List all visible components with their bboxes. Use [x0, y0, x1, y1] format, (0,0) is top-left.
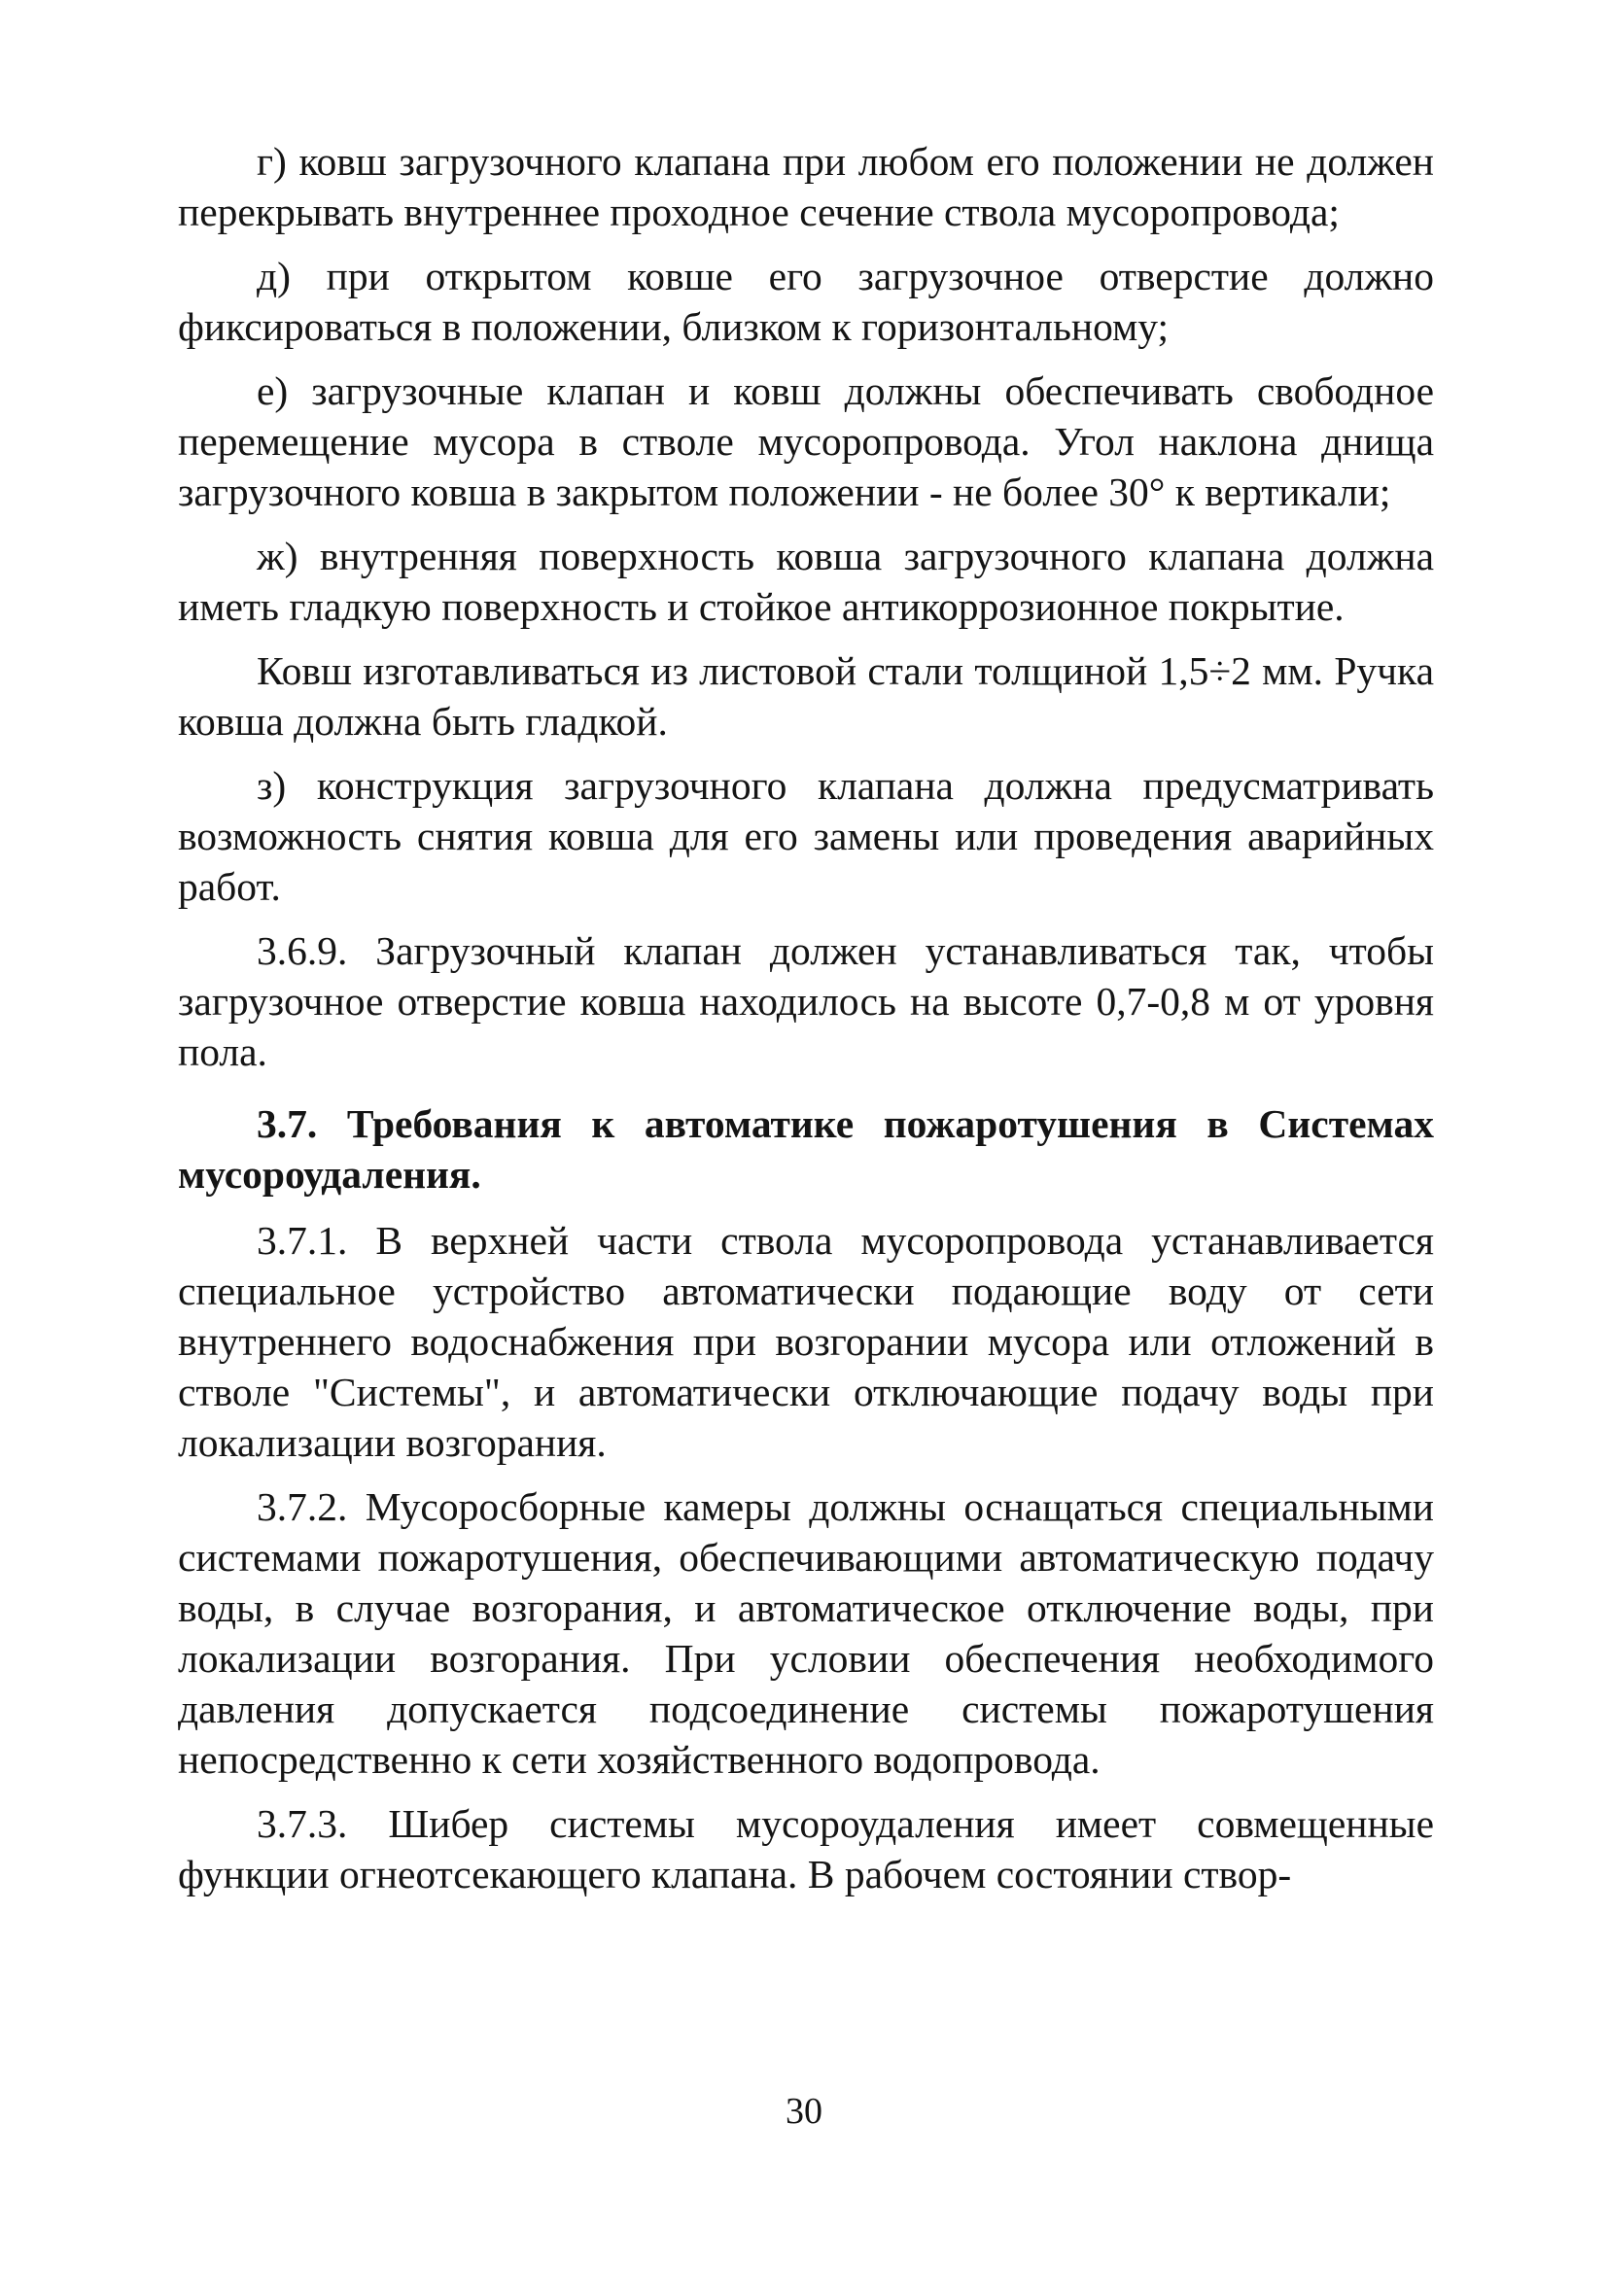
paragraph-item-d: д) при открытом ковше его загрузочное отверстие должно фиксироваться в положении, близком к горизонтальному;: [178, 254, 1434, 349]
paragraph-item-z: з) конструкция загрузочного клапана должна предусматривать возможность снятия ковша для его замены или проведения аварийных работ.: [178, 763, 1434, 909]
paragraph-bucket-material: Ковш изготавливаться из листовой стали толщиной 1,5÷2 мм. Ручка ковша должна быть гладкой.: [178, 648, 1434, 744]
paragraph-clause-3-6-9: 3.6.9. Загрузочный клапан должен устанавливаться так, чтобы загрузочное отверстие ковша находилось на высоте 0,7-0,8 м от уровня пола.: [178, 928, 1434, 1074]
paragraph-clause-3-7-2: 3.7.2. Мусоросборные камеры должны оснащаться специальными системами пожаротушения, обеспечивающими автоматическую подачу воды, в случае возгорания, и автоматическое отключение воды, при локализации возгорания. При условии обеспечения необходимого давления допускается подсоединение системы пожаротушения непосредственно к сети хозяйственного водопровода.: [178, 1484, 1434, 1782]
paragraph-item-e: е) загрузочные клапан и ковш должны обеспечивать свободное перемещение мусора в стволе мусоропровода. Угол наклона днища загрузочного ковша в закрытом положении - не более 30° к вертикали;: [178, 368, 1434, 514]
section-heading-3-7: 3.7. Требования к автоматике пожаротушения в Системах мусороудаления.: [178, 1101, 1434, 1197]
paragraph-clause-3-7-3: 3.7.3. Шибер системы мусороудаления имеет совмещенные функции огнеотсекающего клапана. В рабочем состоянии створ-: [178, 1801, 1434, 1896]
paragraph-clause-3-7-1: 3.7.1. В верхней части ствола мусоропровода устанавливается специальное устройство автоматически подающие воду от сети внутреннего водоснабжения при возгорании мусора или отложений в стволе "Системы", и автоматически отключающие подачу воды при локализации возгорания.: [178, 1218, 1434, 1465]
page-number: 30: [786, 2091, 822, 2132]
paragraph-item-zh: ж) внутренняя поверхность ковша загрузочного клапана должна иметь гладкую поверхность и стойкое антикоррозионное покрытие.: [178, 534, 1434, 629]
paragraph-item-g: г) ковш загрузочного клапана при любом его положении не должен перекрывать внутреннее проходное сечение ствола мусоропровода;: [178, 139, 1434, 234]
document-body: [178, 136, 1434, 1913]
